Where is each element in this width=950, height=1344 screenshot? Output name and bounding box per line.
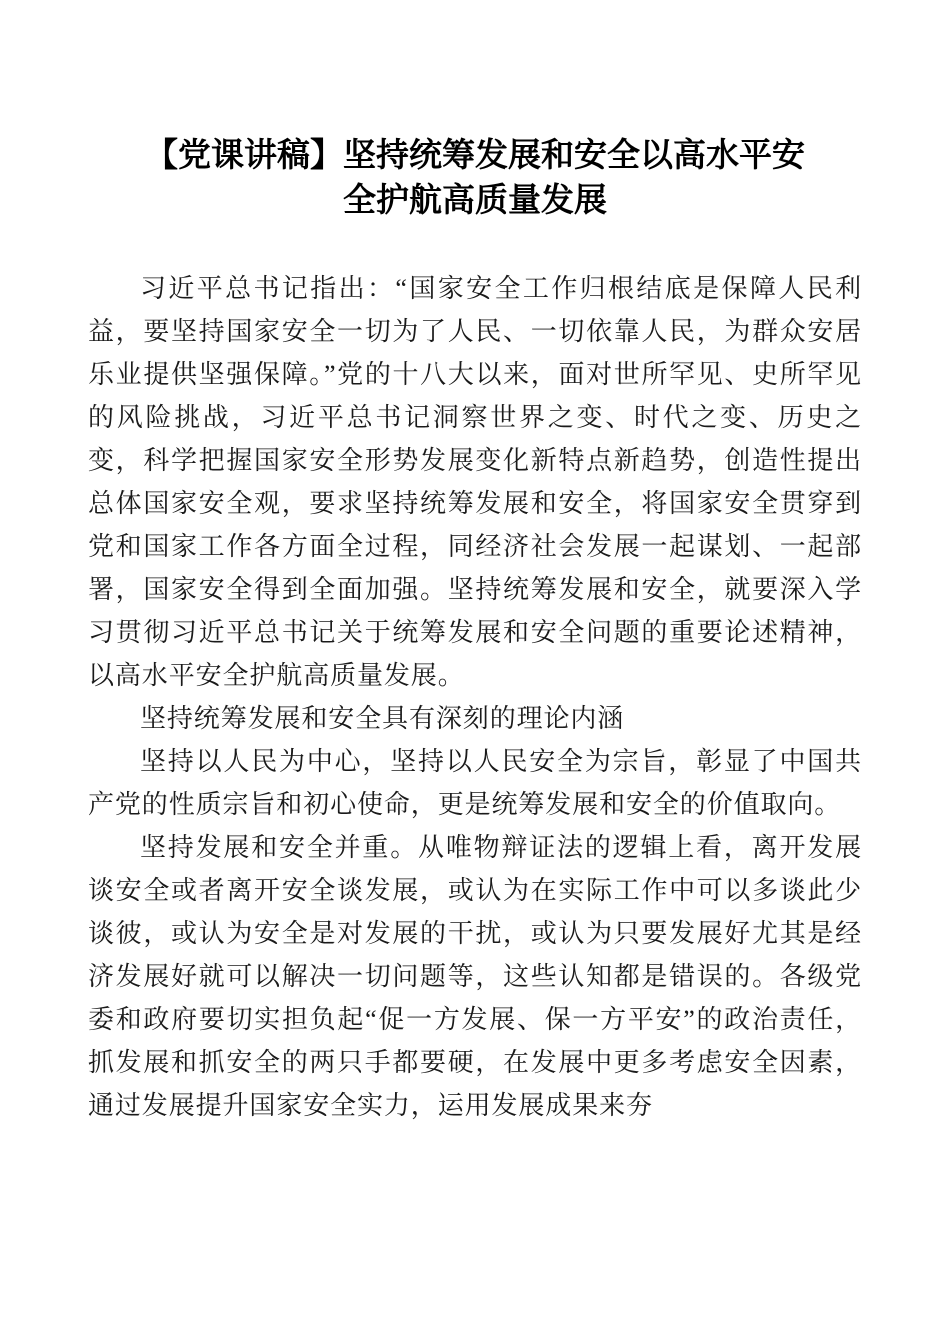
body-paragraph-3: 坚持发展和安全并重。从唯物辩证法的逻辑上看，离开发展谈安全或者离开安全谈发展，或认为在实际工作中可以多谈此少谈彼，或认为安全是对发展的干扰，或认为只要发展好尤其是经济发展好就可以解决一切问题等，这些认知都是错误的。各级党委和政府要切实担负起“促一方发展、保一方平安”的政治责任，抓发展和抓安全的两只手都要硬，在发展中更多考虑安全因素，通过发展提升国家安全实力，运用发展成果来夯 <box>88 833 862 1120</box>
body-paragraph-1: 习近平总书记指出：“国家安全工作归根结底是保障人民利益，要坚持国家安全一切为了人民、一切依靠人民，为群众安居乐业提供坚强保障。”党的十八大以来，面对世所罕见、史所罕见的风险挑战，习近平总书记洞察世界之变、时代之变、历史之变，科学把握国家安全形势发展变化新特点新趋势，创造性提出总体国家安全观，要求坚持统筹发展和安全，将国家安全贯穿到党和国家工作各方面全过程，同经济社会发展一起谋划、一起部署，国家安全得到全面加强。坚持统筹发展和安全，就要深入学习贯彻习近平总书记关于统筹发展和安全问题的重要论述精神，以高水平安全护航高质量发展。 <box>88 274 862 690</box>
page-title <box>88 0 862 224</box>
body-paragraph-2: 坚持以人民为中心，坚持以人民安全为宗旨，彰显了中国共产党的性质宗旨和初心使命，更是统筹发展和安全的价值取向。 <box>88 747 862 819</box>
page-title-line-1: 【党课讲稿】坚持统筹发展和安全以高水平安 <box>145 138 805 174</box>
section-subheading-1: 坚持统筹发展和安全具有深刻的理论内涵 <box>140 704 625 733</box>
page-title-line-2: 全护航高质量发展 <box>343 183 607 219</box>
document-body <box>88 0 862 1127</box>
